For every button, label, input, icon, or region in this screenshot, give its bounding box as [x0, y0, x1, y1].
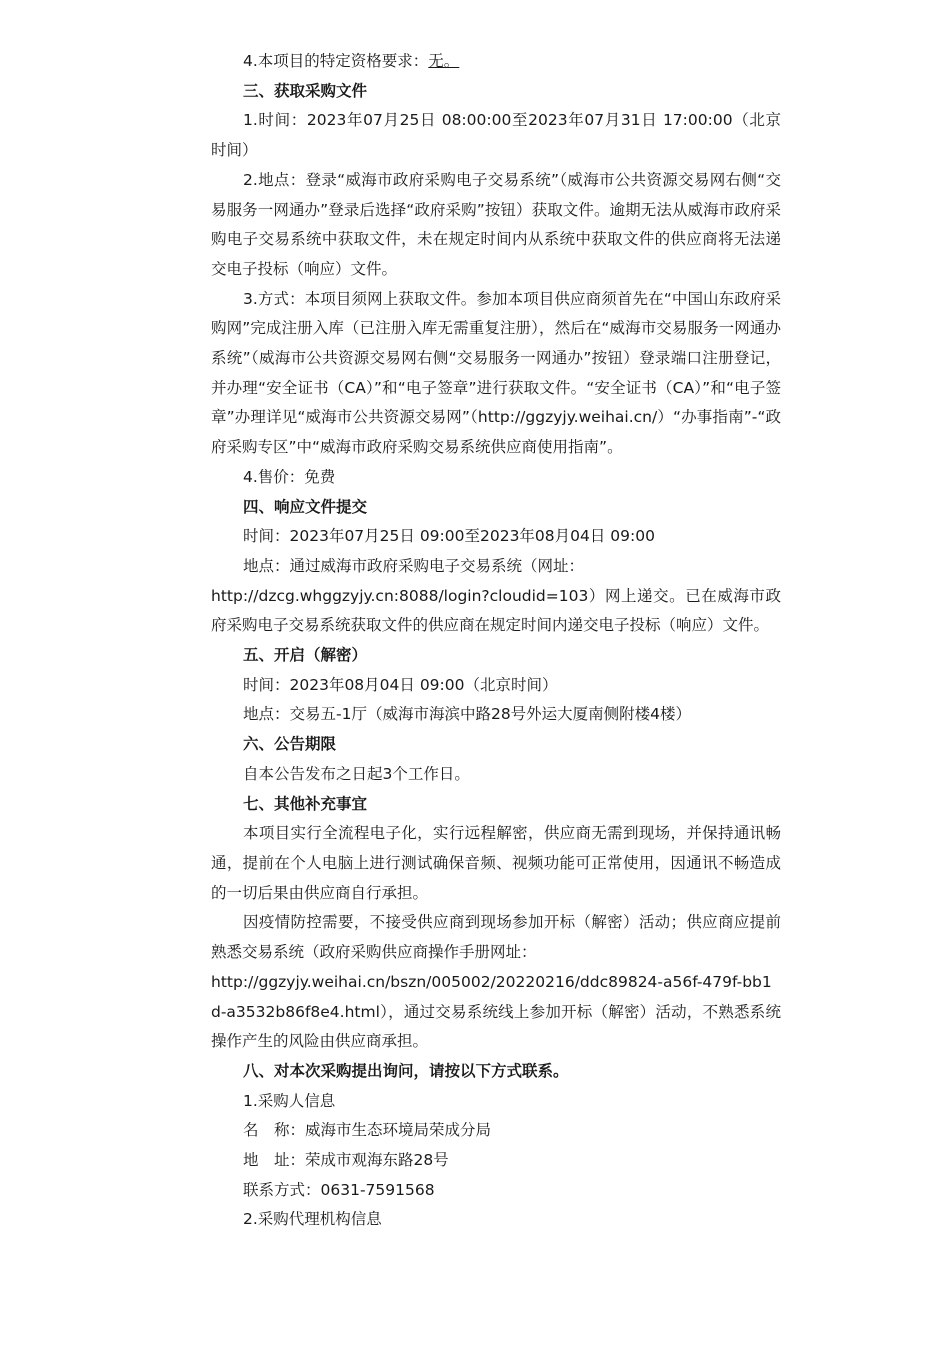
obtain-time: 1.时间：2023年07月25日 08:00:00至2023年07月31日 17:00:00（北京时间）	[211, 111, 782, 160]
manual-intro: 因疫情防控需要，不接受供应商到现场参加开标（解密）活动；供应商应提前熟悉交易系统（政府采购供应商操作手册网址：	[211, 913, 781, 962]
obtain-method: 3.方式：本项目须网上获取文件。参加本项目供应商须首先在“中国山东政府采购网”完成注册入库（已注册入库无需重复注册），然后在“威海市交易服务一网通办系统”（威海市公共资源交易网右侧“交易服务一网通办”按钮）登录端口注册登记，并办理“安全证书（CA）”和“电子签章”进行获取文件。“安全证书（CA）”和“电子签章”办理详见“威海市公共资源交易网”（http://ggzyjy.weihai.cn/）“办事指南”-“政府采购专区”中“威海市政府采购交易系统供应商使用指南”。	[211, 289, 781, 457]
section-heading-contact: 八、对本次采购提出询问，请按以下方式联系。	[243, 1061, 569, 1080]
notice-period-text: 自本公告发布之日起3个工作日。	[243, 764, 470, 783]
submission-url: http://dzcg.whggzyjy.cn:8088/login?cloudid=103	[211, 586, 589, 605]
qualification-value: 无。	[428, 52, 460, 70]
agency-info-title: 2.采购代理机构信息	[243, 1210, 382, 1229]
announcement-document	[211, 47, 781, 1235]
section-heading-opening: 五、开启（解密）	[243, 646, 368, 665]
buyer-address: 地 址：荣成市观海东路28号	[243, 1151, 449, 1170]
opening-time: 时间：2023年08月04日 09:00（北京时间）	[243, 675, 558, 694]
submission-place-label: 地点：通过威海市政府采购电子交易系统（网址：	[243, 556, 585, 575]
other-matters-paragraph-2	[211, 908, 781, 1057]
manual-url: http://ggzyjy.weihai.cn/bszn/005002/20220216/ddc89824-a56f-479f-bb1d-a3532b86f8e4.html	[211, 972, 772, 1021]
qualification-label: 4.本项目的特定资格要求：	[243, 52, 429, 70]
submission-place-rest: ）网上递交。已在威海市政府采购电子交易系统获取文件的供应商在规定时间内递交电子投标（响应）文件。	[211, 586, 781, 635]
qualification-requirement	[211, 47, 781, 77]
buyer-info-title: 1.采购人信息	[243, 1091, 336, 1110]
section-heading-submission: 四、响应文件提交	[243, 497, 368, 516]
other-matters-paragraph-1: 本项目实行全流程电子化，实行远程解密，供应商无需到现场，并保持通讯畅通，提前在个人电脑上进行测试确保音频、视频功能可正常使用，因通讯不畅造成的一切后果由供应商自行承担。	[211, 824, 781, 902]
obtain-place: 2.地点：登录“威海市政府采购电子交易系统”（威海市公共资源交易网右侧“交易服务一网通办”登录后选择“政府采购”按钮）获取文件。逾期无法从威海市政府采购电子交易系统中获取文件，未在规定时间内从系统中获取文件的供应商将无法递交电子投标（响应）文件。	[211, 170, 781, 278]
obtain-price: 4.售价：免费	[243, 467, 336, 486]
section-heading-notice-period: 六、公告期限	[243, 735, 337, 754]
manual-rest: ），通过交易系统线上参加开标（解密）活动，不熟悉系统操作产生的风险由供应商承担。	[211, 1002, 781, 1051]
submission-time: 时间：2023年07月25日 09:00至2023年08月04日 09:00	[243, 527, 655, 546]
opening-place: 地点：交易五-1厅（威海市海滨中路28号外运大厦南侧附楼4楼）	[243, 705, 692, 724]
buyer-contact: 联系方式：0631-7591568	[243, 1180, 435, 1199]
buyer-name: 名 称：威海市生态环境局荣成分局	[243, 1121, 492, 1140]
section-heading-obtain-docs: 三、获取采购文件	[243, 81, 368, 100]
submission-place	[211, 552, 781, 641]
section-heading-other-matters: 七、其他补充事宜	[243, 794, 368, 813]
